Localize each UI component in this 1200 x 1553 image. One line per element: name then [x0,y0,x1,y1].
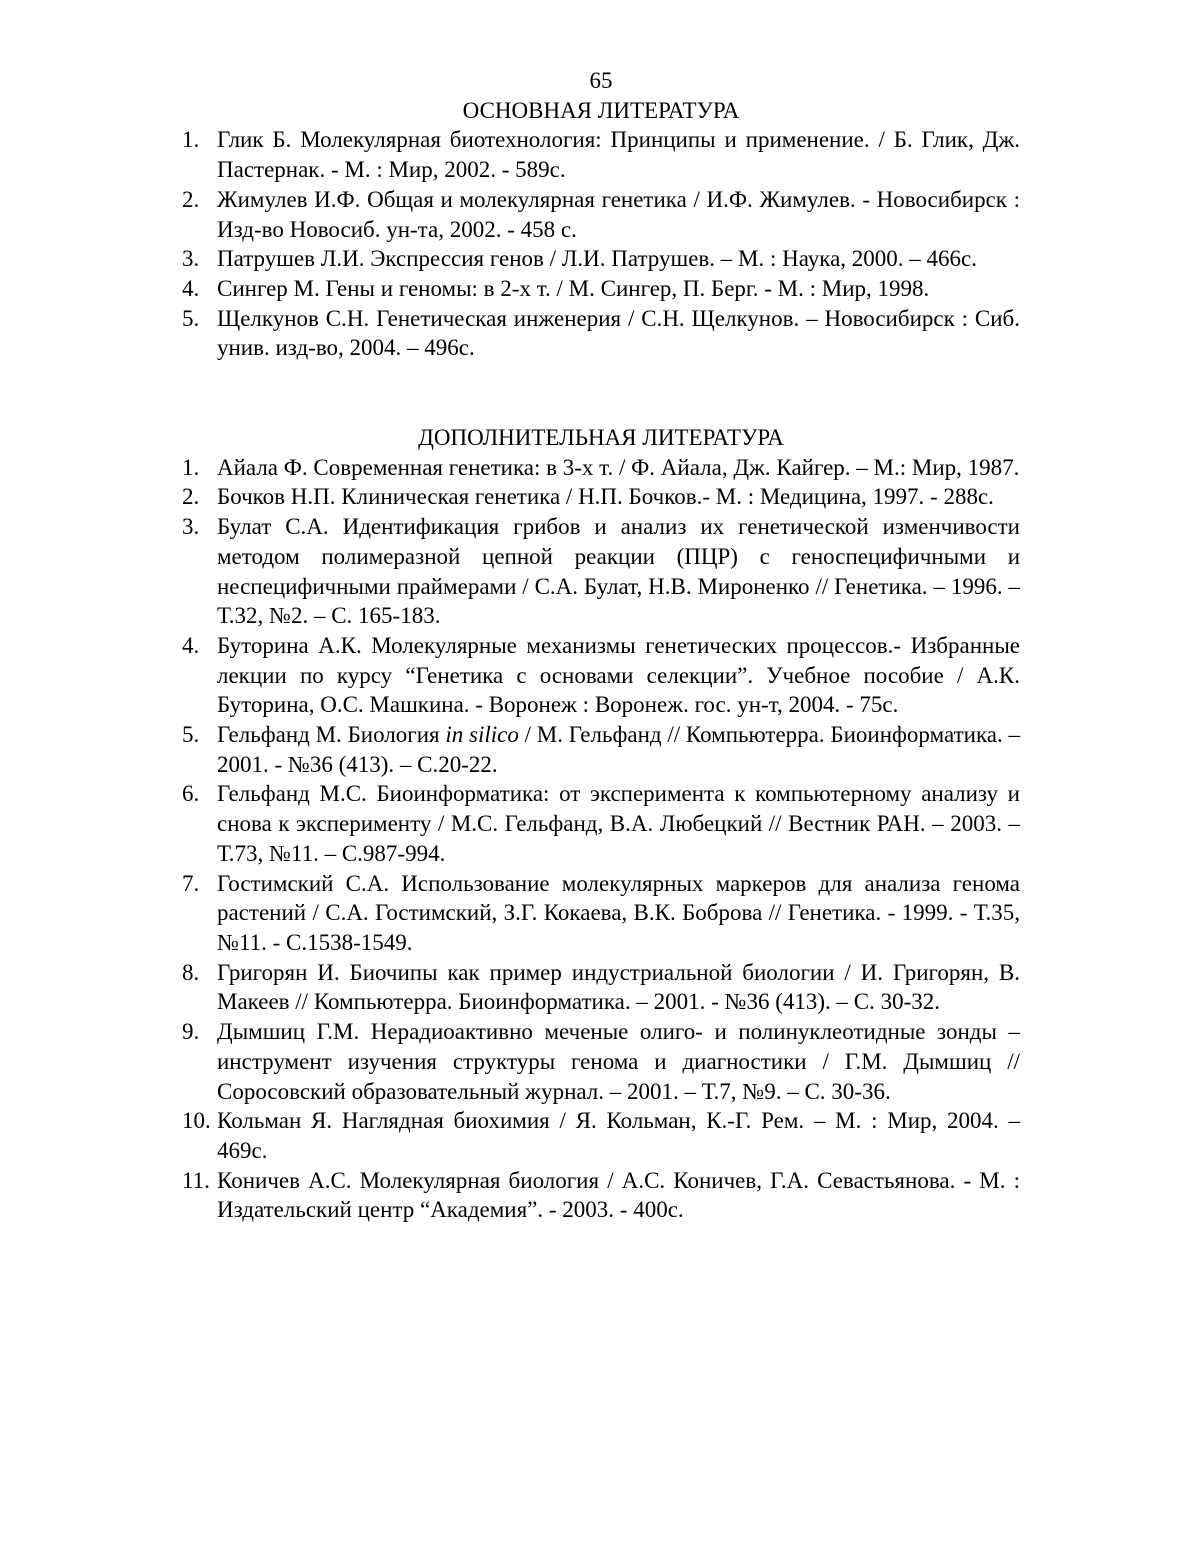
list-item [182,304,1020,363]
list-item [182,1017,1020,1106]
list-item [182,482,1020,512]
list-item [182,185,1020,244]
list-item [182,453,1020,483]
item-text: Кольман Я. Наглядная биохимия / Я. Кольман, К.-Г. Рем. – М. : Мир, 2004. – 469с. [217,1108,1020,1163]
item-text: Айала Ф. Современная генетика: в 3-х т. / Ф. Айала, Дж. Кайгер. – М.: Мир, 1987. [217,454,1020,480]
document-page [182,66,1020,1225]
item-text-before: Гельфанд М. Биология [217,722,446,748]
item-text: Буторина А.К. Молекулярные механизмы генетических процессов.- Избранные лекции по курсу “Генетика с основами селекции”. Учебное пособие / А.К. Буторина, О.С. Машкина. - Воронеж : Воронеж. гос. ун-т, 2004. - 75с. [217,632,1020,718]
item-text: Гостимский С.А. Использование молекулярных маркеров для анализа генома растений / С.А. Гостимский, З.Г. Кокаева, В.К. Боброва // Генетика. - 1999. - Т.35, №11. - С.1538-1549. [217,870,1020,955]
item-text: Коничев А.С. Молекулярная биология / А.С. Коничев, Г.А. Севастьянова. - М. : Издательский центр “Академия”. - 2003. - 400с. [217,1167,1020,1223]
list-item [182,512,1020,631]
item-text: Глик Б. Молекулярная биотехнология: Принципы и применение. / Б. Глик, Дж. Пастернак. - М. : Мир, 2002. - 589с. [217,127,1020,183]
item-number: 11. [182,1167,210,1193]
item-number: 5. [182,722,200,748]
item-number: 10. [182,1108,211,1134]
list-item [182,274,1020,304]
item-text: Булат С.А. Идентификация грибов и анализ их генетической изменчивости методом полимеразной цепной реакции (ПЦР) с геноспецифичными и неспецифичными праймерами / С.А. Булат, Н.В. Мироненко // Генетика. – 1996. – Т.32, №2. – С. 165-183. [217,514,1020,629]
list-item [182,779,1020,868]
section-title-additional-literature: ДОПОЛНИТЕЛЬНАЯ ЛИТЕРАТУРА [418,425,784,451]
list-item [182,1106,1020,1165]
list-item [182,869,1020,958]
item-text: Патрушев Л.И. Экспрессия генов / Л.И. Патрушев. – М. : Наука, 2000. – 466с. [217,246,977,272]
item-text: Бочков Н.П. Клиническая генетика / Н.П. Бочков.- М. : Медицина, 1997. - 288с. [217,484,994,510]
section-title-main-literature: ОСНОВНАЯ ЛИТЕРАТУРА [462,97,740,123]
list-item [182,125,1020,184]
item-number: 1. [182,127,200,153]
list-item [182,958,1020,1017]
item-text-italic: in silico [445,722,519,748]
main-literature-list [182,125,1020,363]
page-number: 65 [589,68,613,93]
list-item [182,720,1020,779]
item-text: Дымшиц Г.М. Нерадиоактивно меченые олиго- и полинуклеотидные зонды – инструмент изучения структуры генома и диагностики / Г.М. Дымшиц // Соросовский образовательный журнал. – 2001. – Т.7, №9. – С. 30-36. [217,1019,1020,1104]
item-number: 8. [182,959,200,985]
list-item [182,1166,1020,1225]
item-number: 1. [182,454,200,480]
additional-literature-list [182,453,1020,1225]
item-text-after: / М. Гельфанд // Компьютерра. Биоинформатика. – 2001. - №36 (413). – С.20-22. [217,722,1020,777]
item-number: 3. [182,246,200,272]
item-number: 2. [182,186,200,212]
item-number: 2. [182,484,200,510]
item-number: 9. [182,1019,200,1045]
item-number: 3. [182,514,200,540]
item-number: 4. [182,275,200,301]
item-text: Щелкунов С.Н. Генетическая инженерия / С.Н. Щелкунов. – Новосибирск : Сиб. унив. изд-во, 2004. – 496с. [217,305,1020,361]
list-item [182,244,1020,274]
item-text: Сингер М. Гены и геномы: в 2-х т. / М. Сингер, П. Берг. - М. : Мир, 1998. [217,275,930,301]
item-number: 6. [182,781,200,807]
list-item [182,631,1020,720]
item-text: Жимулев И.Ф. Общая и молекулярная генетика / И.Ф. Жимулев. - Новосибирск : Изд-во Новосиб. ун-та, 2002. - 458 с. [217,186,1020,242]
item-number: 7. [182,870,200,896]
item-text: Гельфанд М.С. Биоинформатика: от эксперимента к компьютерному анализу и снова к эксперименту / М.С. Гельфанд, В.А. Любецкий // Вестник РАН. – 2003. – Т.73, №11. – С.987-994. [217,781,1020,866]
item-number: 5. [182,305,200,331]
item-number: 4. [182,632,200,658]
item-text: Григорян И. Биочипы как пример индустриальной биологии / И. Григорян, В. Макеев // Компьютерра. Биоинформатика. – 2001. - №36 (413). – С. 30-32. [217,959,1020,1015]
